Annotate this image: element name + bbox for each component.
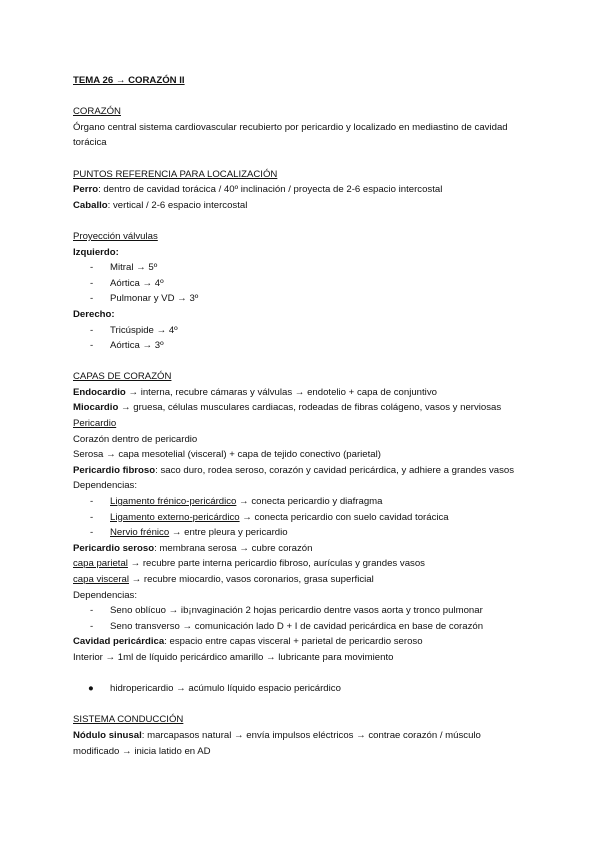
dependency-name: Nervio frénico	[110, 527, 170, 539]
derecho-label-line	[73, 307, 573, 323]
derecho-colon: :	[111, 308, 115, 320]
perro-line	[73, 182, 573, 198]
dependencias-label: Dependencias:	[73, 589, 138, 601]
miocardio-label: Miocardio	[73, 402, 119, 414]
fibroso-line	[73, 463, 573, 479]
valve-item: Mitral → 5º	[110, 262, 158, 274]
bullet-text: hidropericardio → acúmulo líquido espacio pericárdico	[110, 683, 341, 695]
list-item	[73, 276, 573, 292]
section-heading-sistema: SISTEMA CONDUCCIÓN	[73, 714, 184, 726]
valve-item: Pulmonar y VD → 3º	[110, 293, 199, 305]
list-item	[73, 510, 573, 526]
corazon-description: Órgano central sistema cardiovascular recubierto por pericardio y localizado en mediastino de cavidad torácica	[73, 121, 508, 149]
valve-item: Tricúspide → 4º	[110, 324, 178, 336]
cavidad-label: Cavidad pericárdica	[73, 636, 165, 648]
pericardio-heading: Pericardio	[73, 418, 117, 430]
dependencias-label: Dependencias:	[73, 480, 138, 492]
list-item	[73, 619, 573, 635]
visceral-line	[73, 572, 573, 588]
document-title: TEMA 26 → CORAZÓN II	[73, 75, 185, 86]
izquierdo-label: Izquierdo	[73, 246, 116, 258]
dash-marker: -	[90, 324, 94, 336]
dependency-text: → entre pleura y pericardio	[169, 527, 288, 539]
dependency-name: Ligamento externo-pericárdico	[110, 511, 240, 523]
izquierdo-label-line	[73, 245, 573, 261]
bullet-item	[73, 681, 573, 697]
dash-marker: -	[90, 527, 94, 539]
visceral-label: capa visceral	[73, 574, 129, 585]
list-item	[73, 260, 573, 276]
dependency-text: → conecta pericardio con suelo cavidad torácica	[239, 511, 449, 523]
caballo-label: Caballo	[73, 199, 108, 211]
section-heading-puntos: PUNTOS REFERENCIA PARA LOCALIZACIÓN	[73, 168, 278, 180]
section-heading-proyeccion: Proyección válvulas	[73, 230, 158, 242]
parietal-line	[73, 556, 573, 572]
seroso-label: Pericardio seroso	[73, 542, 155, 554]
miocardio-line	[73, 400, 573, 416]
list-item	[73, 494, 573, 510]
dash-marker: -	[90, 277, 94, 289]
fibroso-label: Pericardio fibroso	[73, 464, 156, 476]
izquierdo-colon: :	[115, 246, 119, 258]
dash-marker: -	[90, 605, 94, 617]
nodulo-text: : marcapasos natural → envía impulsos eléctricos → contrae corazón / músculo modificado → inicia latido en AD	[73, 729, 481, 757]
endocardio-line	[73, 385, 573, 401]
section-heading-corazon: CORAZÓN	[73, 106, 121, 118]
nodulo-label: Nódulo sinusal	[73, 729, 142, 741]
seno-item: Seno oblícuo → ib¡nvaginación 2 hojas pericardio dentre vasos aorta y tronco pulmonar	[110, 605, 483, 617]
seno-item: Seno transverso → comunicación lado D + I de cavidad pericárdica en base de corazón	[110, 620, 484, 632]
endocardio-text: → interna, recubre cámaras y válvulas → endotelio + capa de conjuntivo	[125, 386, 437, 398]
endocardio-label: Endocardio	[73, 386, 126, 398]
perro-label: Perro	[73, 184, 99, 196]
perro-text: : dentro de cavidad torácica / 40º inclinación / proyecta de 2-6 espacio intercostal	[98, 184, 443, 196]
list-item	[73, 323, 573, 339]
dash-marker: -	[90, 293, 94, 305]
dash-marker: -	[90, 511, 94, 523]
cavidad-line	[73, 634, 573, 650]
miocardio-text: → gruesa, células musculares cardiacas, rodeadas de fibras colágeno, vasos y nerviosas	[118, 402, 502, 414]
serosa-line: Serosa → capa mesotelial (visceral) + capa de tejido conectivo (parietal)	[73, 449, 381, 461]
section-heading-capas: CAPAS DE CORAZÓN	[73, 371, 172, 383]
dash-marker: -	[90, 496, 94, 508]
cavidad-text: : espacio entre capas visceral + parietal de pericardio seroso	[164, 636, 423, 648]
dash-marker: -	[90, 620, 94, 632]
parietal-text: → recubre parte interna pericardio fibroso, aurículas y grandes vasos	[127, 558, 425, 570]
parietal-label: capa parietal	[73, 558, 128, 570]
caballo-text: : vertical / 2-6 espacio intercostal	[107, 199, 248, 211]
list-item	[73, 525, 573, 541]
seroso-text: : membrana serosa → cubre corazón	[154, 542, 313, 554]
dash-marker: -	[90, 340, 94, 352]
list-item	[73, 291, 573, 307]
derecho-label: Derecho	[73, 308, 112, 320]
bullet-icon: ●	[88, 683, 94, 695]
caballo-line	[73, 198, 573, 214]
valve-item: Aórtica → 3º	[110, 340, 164, 352]
dependency-name: Ligamento frénico-pericárdico	[110, 496, 237, 508]
list-item	[73, 338, 573, 354]
nodulo-paragraph	[73, 728, 498, 759]
seroso-line	[73, 541, 573, 557]
valve-item: Aórtica → 4º	[110, 277, 164, 289]
visceral-text: → recubre miocardio, vasos coronarios, grasa superficial	[129, 574, 374, 585]
interior-line: Interior → 1ml de líquido pericárdico amarillo → lubricante para movimiento	[73, 651, 394, 663]
pericardio-line: Corazón dentro de pericardio	[73, 433, 198, 445]
fibroso-text: : saco duro, rodea seroso, corazón y cavidad pericárdica, y adhiere a grandes vasos	[155, 464, 515, 476]
dash-marker: -	[90, 262, 94, 274]
dependency-text: → conecta pericardio y diafragma	[236, 496, 383, 508]
document-body	[73, 73, 573, 759]
list-item	[73, 603, 573, 619]
